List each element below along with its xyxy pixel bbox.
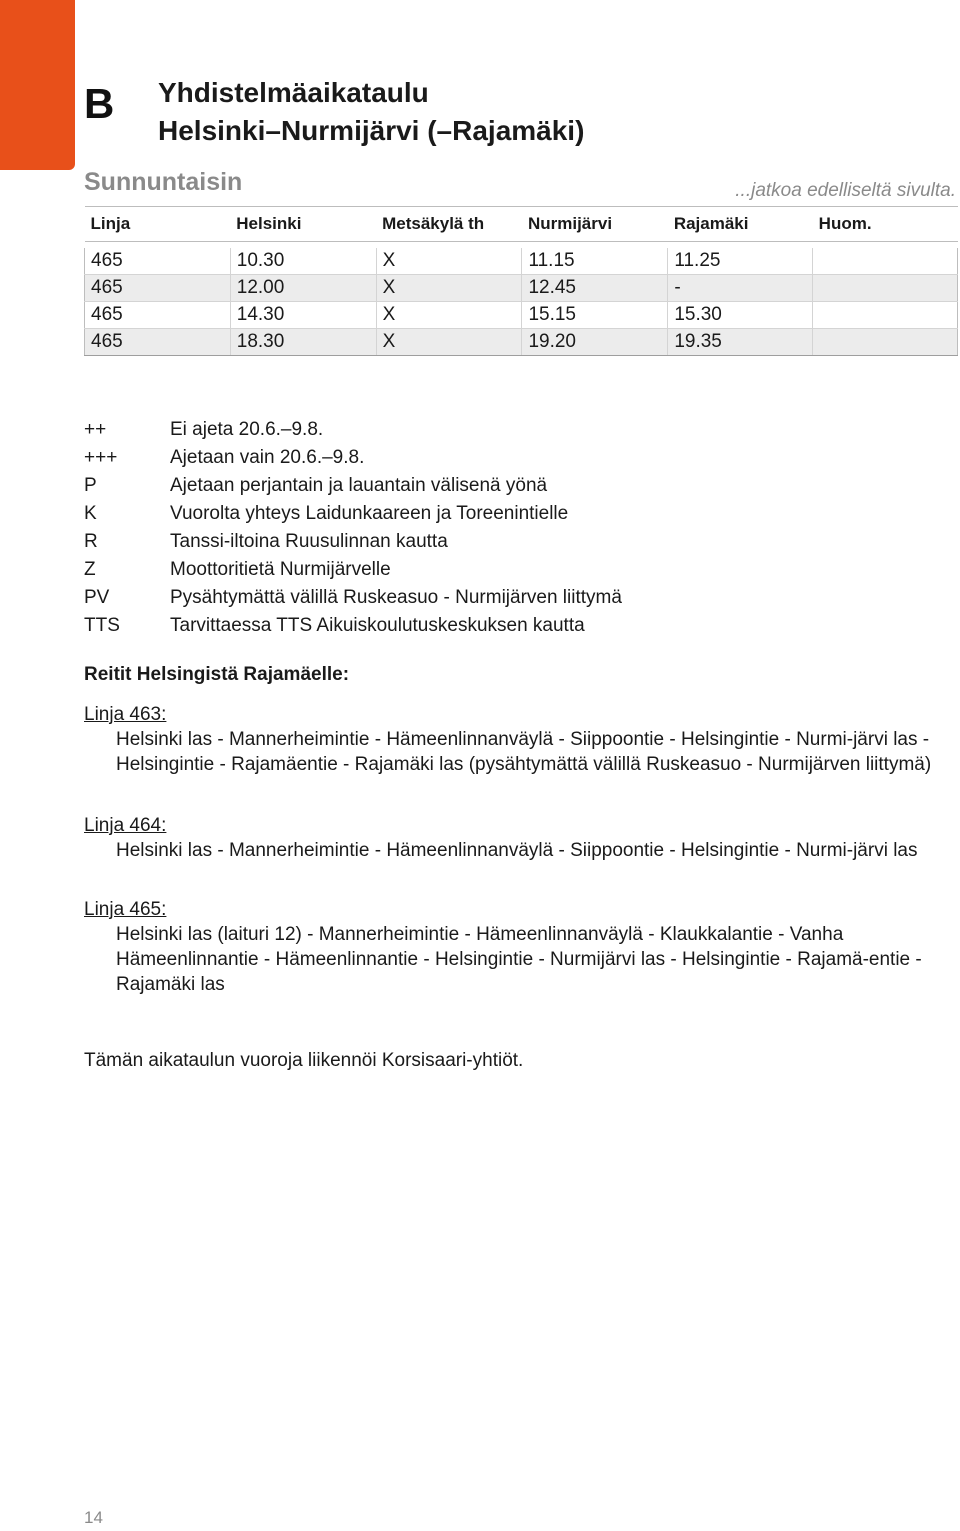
table-cell: [813, 248, 958, 275]
legend-item: [84, 556, 622, 584]
route-label: Linja 464:: [84, 815, 167, 836]
table-cell: 465: [85, 248, 231, 275]
legend-item: [84, 584, 622, 612]
column-header: Rajamäki: [668, 207, 813, 242]
legend-text: Moottoritietä Nurmijärvelle: [170, 559, 391, 580]
column-header: Huom.: [813, 207, 958, 242]
legend-code: K: [84, 503, 97, 524]
title-line-1: Yhdistelmäaikataulu: [158, 77, 429, 108]
route-464: [84, 813, 946, 863]
legend-item: [84, 444, 622, 472]
legend-text: Tanssi-iltoina Ruusulinnan kautta: [170, 531, 448, 552]
legend-item: [84, 472, 622, 500]
section-letter: B: [84, 80, 115, 127]
column-header: Nurmijärvi: [522, 207, 668, 242]
table-cell: X: [376, 329, 522, 356]
legend: [84, 416, 622, 640]
table-row: [85, 275, 958, 302]
legend-code: PV: [84, 587, 110, 608]
legend-item: [84, 416, 622, 444]
routes-heading: Reitit Helsingistä Rajamäelle:: [84, 664, 350, 685]
title-line-2: Helsinki–Nurmijärvi (–Rajamäki): [158, 115, 585, 146]
table-cell: 15.30: [668, 302, 813, 329]
route-465: [84, 897, 946, 997]
table-cell: 465: [85, 302, 231, 329]
table-row: [85, 302, 958, 329]
table-cell: 12.00: [230, 275, 376, 302]
table-cell: [813, 275, 958, 302]
legend-item: [84, 500, 622, 528]
route-label: Linja 463:: [84, 704, 167, 725]
table-cell: 465: [85, 329, 231, 356]
legend-text: Ajetaan vain 20.6.–9.8.: [170, 447, 365, 468]
route-description: Helsinki las - Mannerheimintie - Hämeenlinnanväylä - Siippoontie - Helsingintie - Nurmi-järvi las - Helsingintie - Rajamäentie - Rajamäki las (pysähtymättä välillä Ruskeasuo - Nurmijärven liittymä): [116, 729, 932, 775]
table-row: [85, 329, 958, 356]
table-cell: 11.25: [668, 248, 813, 275]
route-463: [84, 702, 946, 777]
route-description: Helsinki las - Mannerheimintie - Hämeenlinnanväylä - Siippoontie - Helsingintie - Nurmi-järvi las: [116, 840, 918, 861]
route-description: Helsinki las (laituri 12) - Mannerheimintie - Hämeenlinnanväylä - Klaukkalantie - Vanha Hämeenlinnantie - Hämeenlinnantie - Helsingintie - Nurmijärvi las - Helsingintie - Rajamä-entie - Rajamäki las: [116, 924, 922, 995]
legend-text: Ei ajeta 20.6.–9.8.: [170, 419, 324, 440]
legend-text: Ajetaan perjantain ja lauantain välisenä yönä: [170, 475, 548, 496]
table-row: [85, 248, 958, 275]
table-cell: 11.15: [522, 248, 668, 275]
operator-note: Tämän aikataulun vuoroja liikennöi Korsisaari-yhtiöt.: [84, 1050, 524, 1071]
legend-code: ++: [84, 419, 107, 440]
table-cell: X: [376, 248, 522, 275]
legend-item: [84, 612, 622, 640]
table-cell: X: [376, 275, 522, 302]
legend-text: Tarvittaessa TTS Aikuiskoulutuskeskuksen kautta: [170, 615, 585, 636]
page-title: [158, 74, 584, 150]
column-header: Linja: [85, 207, 231, 242]
legend-text: Pysähtymättä välillä Ruskeasuo - Nurmijärven liittymä: [170, 587, 622, 608]
table-cell: 19.20: [522, 329, 668, 356]
section-title: Sunnuntaisin: [84, 168, 243, 196]
table-cell: 19.35: [668, 329, 813, 356]
route-label: Linja 465:: [84, 899, 167, 920]
table-cell: X: [376, 302, 522, 329]
legend-code: R: [84, 531, 98, 552]
section-tab: [0, 0, 75, 170]
column-header: Metsäkylä th: [376, 207, 522, 242]
column-header: Helsinki: [230, 207, 376, 242]
table-cell: 18.30: [230, 329, 376, 356]
table-cell: 10.30: [230, 248, 376, 275]
timetable: [84, 206, 958, 356]
legend-code: Z: [84, 559, 96, 580]
table-cell: 465: [85, 275, 231, 302]
legend-text: Vuorolta yhteys Laidunkaareen ja Toreenintielle: [170, 503, 569, 524]
legend-item: [84, 528, 622, 556]
table-cell: 14.30: [230, 302, 376, 329]
table-cell: -: [668, 275, 813, 302]
legend-code: P: [84, 475, 97, 496]
table-cell: 15.15: [522, 302, 668, 329]
timetable-header-row: [85, 207, 958, 242]
legend-code: TTS: [84, 615, 120, 636]
table-cell: [813, 302, 958, 329]
table-cell: 12.45: [522, 275, 668, 302]
legend-code: +++: [84, 447, 118, 468]
continued-note: ...jatkoa edelliseltä sivulta.: [735, 180, 956, 201]
page-number: 14: [84, 1508, 103, 1527]
table-cell: [813, 329, 958, 356]
